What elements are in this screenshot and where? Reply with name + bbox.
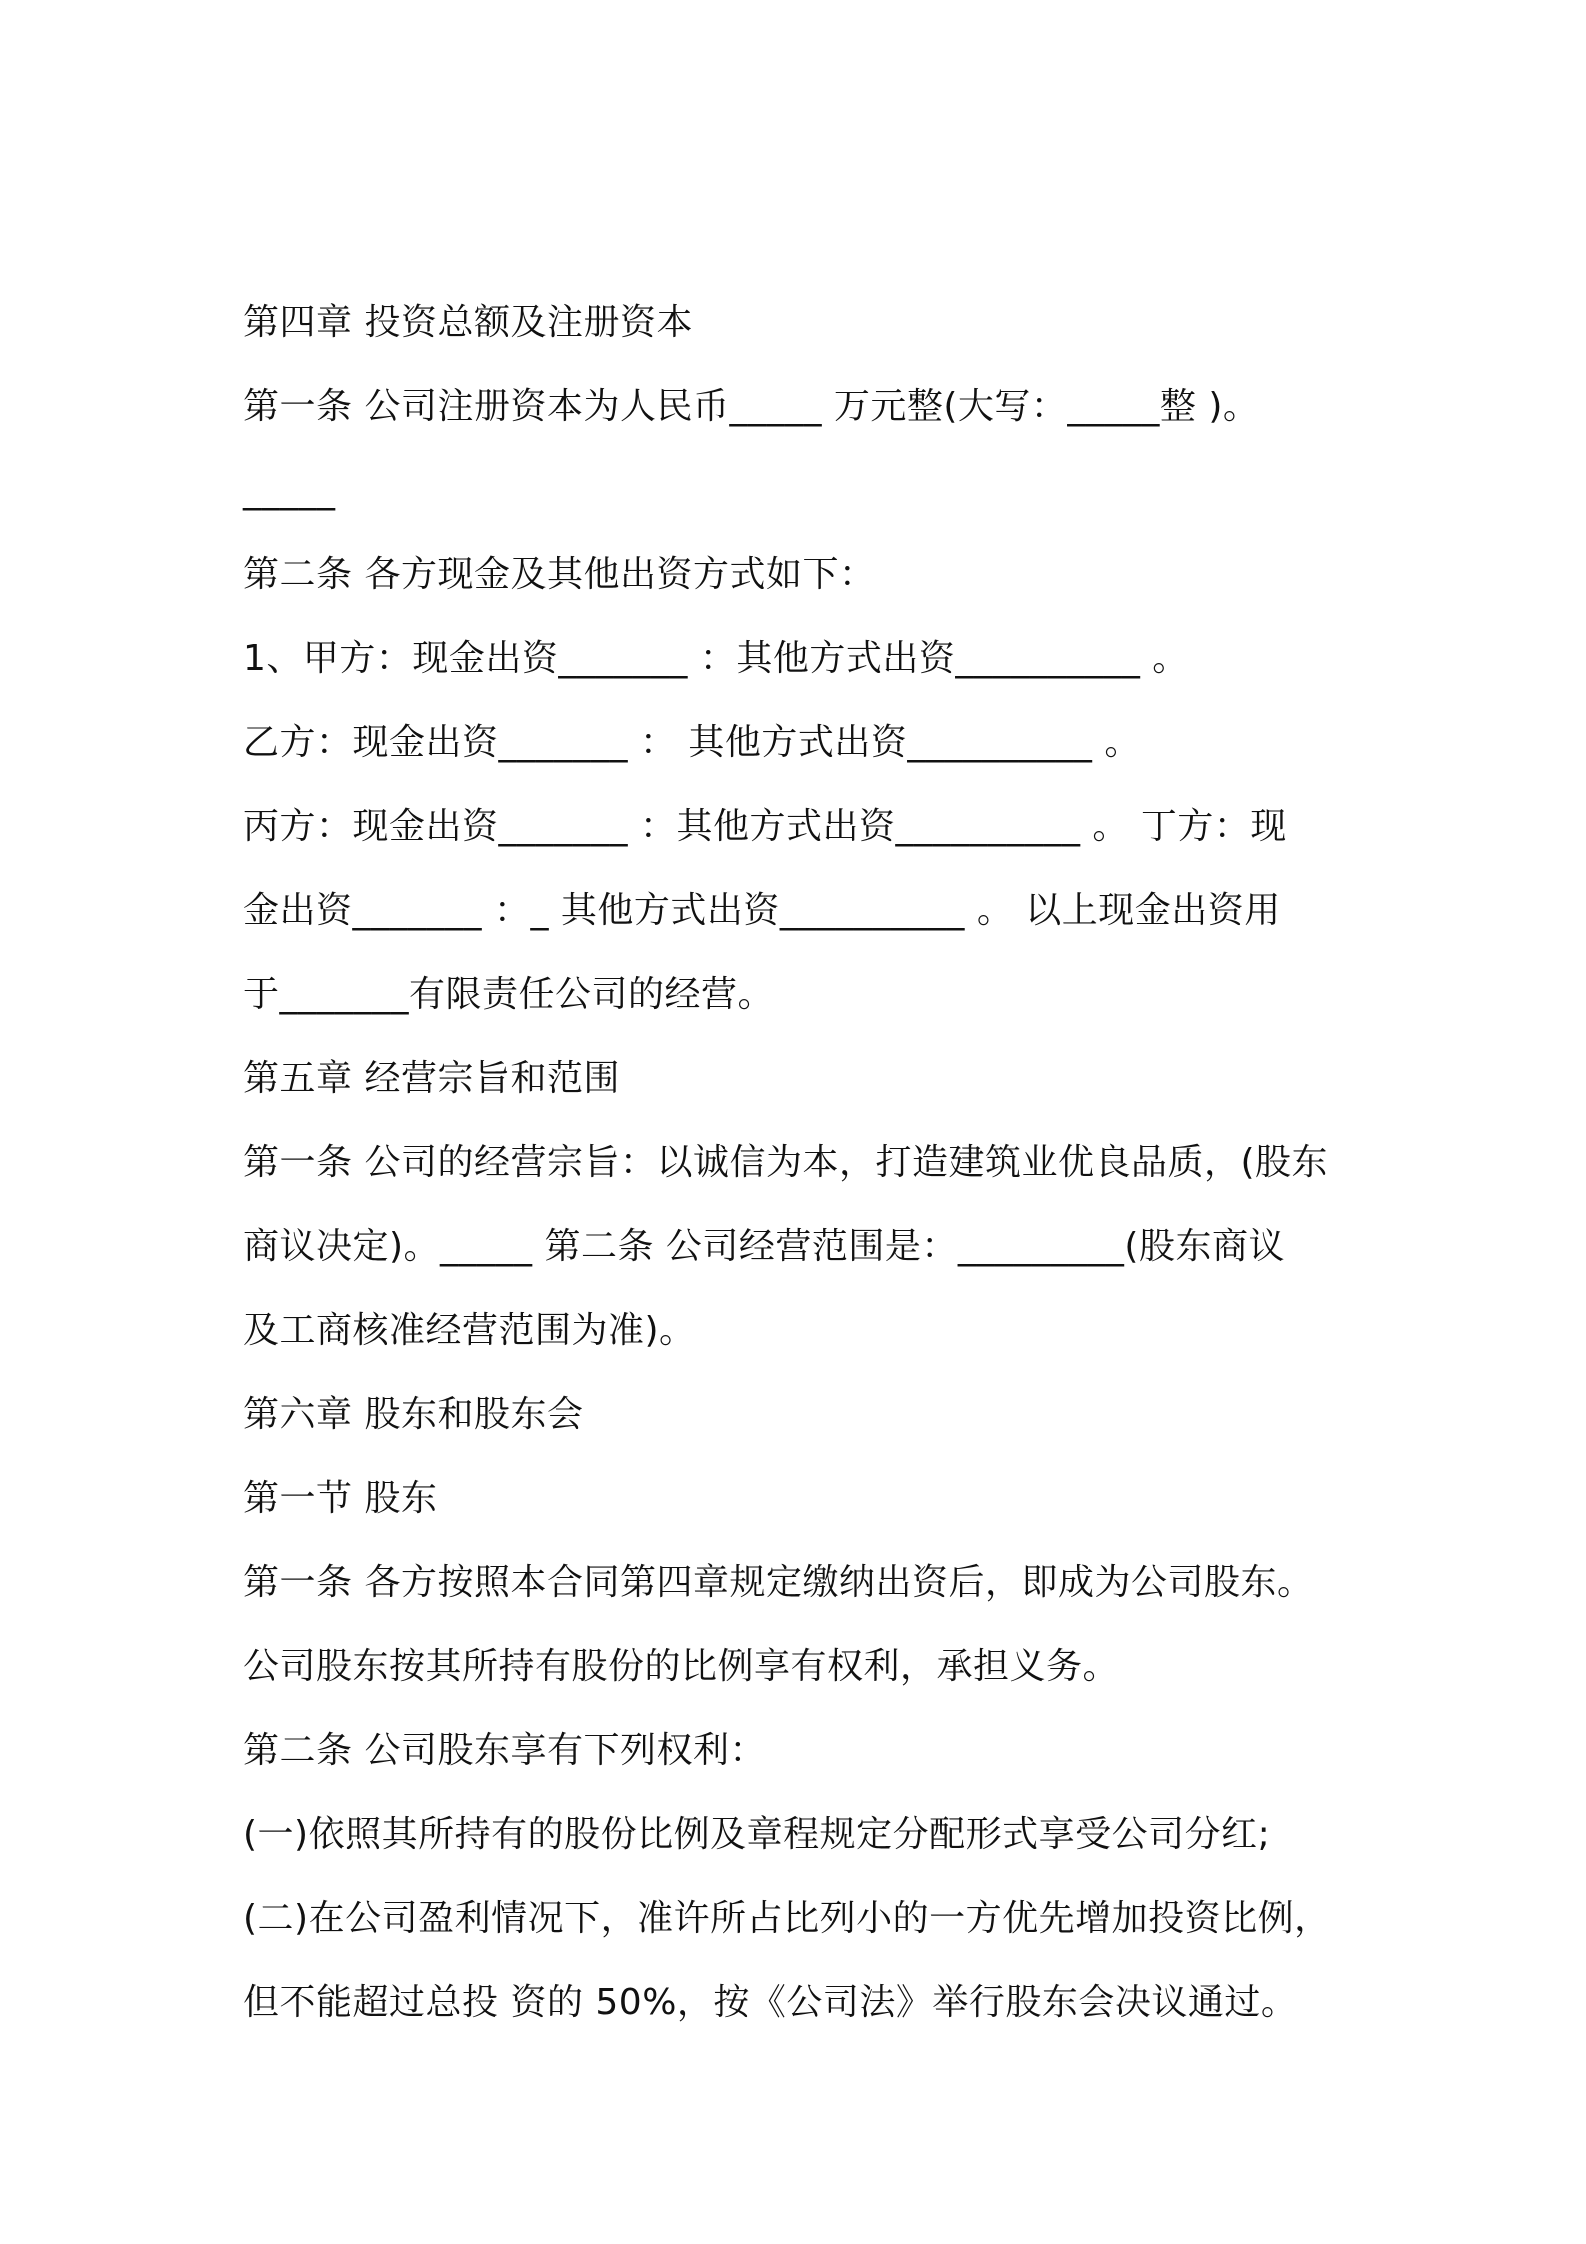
shareholder-article-2-heading: 第二条 公司股东享有下列权利： xyxy=(243,1730,766,1771)
section-1-heading: 第一节 股东 xyxy=(243,1478,438,1519)
document-body xyxy=(243,281,1363,2045)
article-2-capital-contribution: 第二条 各方现金及其他出资方式如下： xyxy=(243,554,876,595)
business-purpose-line-2: 商议决定)。_____ 第二条 公司经营范围是：_________(股东商议 xyxy=(243,1226,1285,1267)
article-1-registered-capital: 第一条 公司注册资本为人民币_____ 万元整(大写：_____整 )。 xyxy=(243,386,1260,427)
blank-line: _____ xyxy=(243,470,336,511)
party-d-contribution: 金出资_______ ：_ 其他方式出资__________ 。 以上现金出资用 xyxy=(243,890,1281,931)
chapter-6-heading: 第六章 股东和股东会 xyxy=(243,1394,584,1435)
party-c-contribution: 丙方：现金出资_______ ：其他方式出资__________ 。 丁方：现 xyxy=(243,806,1287,847)
shareholder-right-2-line-2: 但不能超过总投 资的 50%，按《公司法》举行股东会决议通过。 xyxy=(243,1982,1298,2023)
chapter-5-heading: 第五章 经营宗旨和范围 xyxy=(243,1058,620,1099)
chapter-4-heading: 第四章 投资总额及注册资本 xyxy=(243,302,693,343)
shareholder-article-1-line-1: 第一条 各方按照本合同第四章规定缴纳出资后，即成为公司股东。 xyxy=(243,1562,1314,1603)
contribution-usage: 于_______有限责任公司的经营。 xyxy=(243,974,775,1015)
shareholder-right-2-line-1: (二)在公司盈利情况下，准许所占比列小的一方优先增加投资比例， xyxy=(243,1898,1331,1939)
party-b-contribution: 乙方：现金出资_______ ： 其他方式出资__________ 。 xyxy=(243,722,1141,763)
business-purpose-line-1: 第一条 公司的经营宗旨：以诚信为本，打造建筑业优良品质，(股东 xyxy=(243,1142,1328,1183)
shareholder-right-1: (一)依照其所持有的股份比例及章程规定分配形式享受公司分红; xyxy=(243,1814,1271,1855)
shareholder-article-1-line-2: 公司股东按其所持有股份的比例享有权利，承担义务。 xyxy=(243,1646,1120,1687)
party-a-contribution: 1、甲方：现金出资_______ ：其他方式出资__________ 。 xyxy=(243,638,1189,679)
business-scope-line-3: 及工商核准经营范围为准)。 xyxy=(243,1310,696,1351)
